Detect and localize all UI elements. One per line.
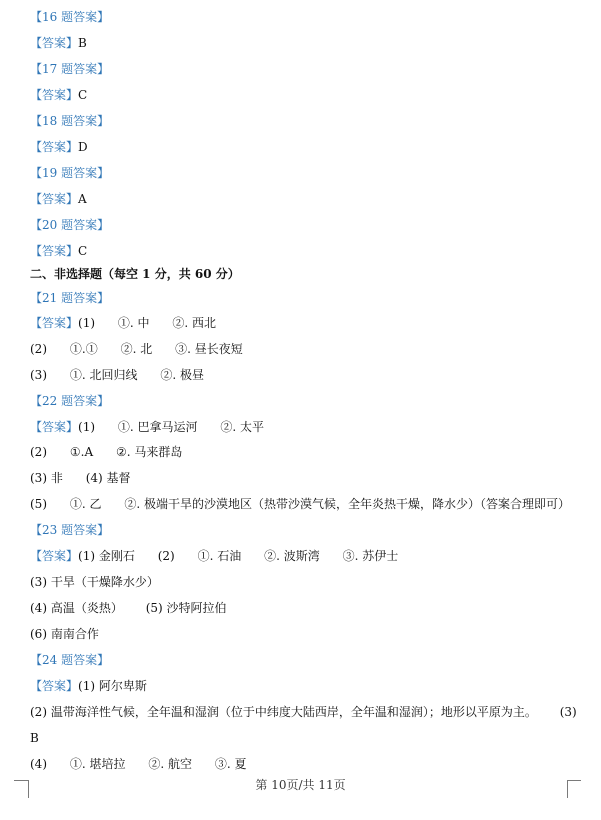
answer-line — [30, 704, 577, 720]
answer-text: (3) ①. 北回归线 ②. 极昼 — [30, 368, 205, 382]
answer-tag: 【答案】 — [30, 420, 79, 434]
answer-tag: 【答案】 — [30, 679, 79, 693]
answer-text: C — [78, 88, 88, 102]
answer-line — [30, 341, 243, 357]
answer-tag: 【24 题答案】 — [30, 653, 110, 667]
answer-line — [30, 574, 159, 590]
answer-line — [30, 756, 247, 772]
answer-tag: 【答案】 — [30, 140, 79, 154]
question-answer-heading — [30, 393, 109, 409]
answer-tag: 【17 题答案】 — [30, 62, 110, 76]
answer-line — [30, 419, 264, 435]
answer-tag: 【19 题答案】 — [30, 166, 110, 180]
question-answer-heading — [30, 9, 109, 25]
answer-text: (2) 温带海洋性气候，全年温和湿润（位于中纬度大陆西岸，全年温和湿润）；地形以平原为主。 (3) — [30, 705, 577, 719]
answer-line — [30, 367, 204, 383]
answer-text: (1) 金刚石 (2) ①. 石油 ②. 波斯湾 ③. 苏伊士 — [78, 549, 399, 563]
answer-text: (3) 非 (4) 基督 — [30, 471, 131, 485]
question-answer-heading — [30, 652, 109, 668]
answer-line — [30, 266, 240, 282]
answer-tag: 【16 题答案】 — [30, 10, 110, 24]
answer-text: C — [78, 244, 88, 258]
page-number-footer: 第 10页/共 11页 — [255, 778, 346, 792]
answer-text: (1) ①. 中 ②. 西北 — [78, 316, 217, 330]
answer-text: B — [78, 36, 87, 50]
answer-text: (1) ①. 巴拿马运河 ②. 太平 — [78, 420, 265, 434]
answer-tag: 【答案】 — [30, 36, 79, 50]
question-answer-heading — [30, 290, 109, 306]
answer-line — [30, 678, 147, 694]
question-answer-heading — [30, 113, 109, 129]
answer-tag: 【答案】 — [30, 316, 79, 330]
answer-text: A — [78, 192, 87, 206]
question-answer-heading — [30, 61, 109, 77]
answer-text: (1) 阿尔卑斯 — [78, 679, 147, 693]
answer-text: (5) ①. 乙 ②. 极端干旱的沙漠地区（热带沙漠气候，全年炎热干燥，降水少）（答案合理即可） — [30, 497, 571, 511]
answer-text: B — [30, 731, 39, 745]
answer-tag: 【23 题答案】 — [30, 523, 110, 537]
answer-text: 二、非选择题（每空 1 分，共 60 分） — [30, 267, 240, 281]
answer-line — [30, 548, 398, 564]
answer-tag: 【18 题答案】 — [30, 114, 110, 128]
answer-text: (4) 高温（炎热） (5) 沙特阿拉伯 — [30, 601, 227, 615]
question-answer-heading — [30, 217, 109, 233]
answer-line — [30, 470, 131, 486]
answer-line — [30, 191, 87, 207]
answer-text: (3) 干旱（干燥降水少） — [30, 575, 159, 589]
answer-tag: 【21 题答案】 — [30, 291, 110, 305]
answer-tag: 【20 题答案】 — [30, 218, 110, 232]
answer-text: (2) ①.A ②. 马来群岛 — [30, 445, 183, 459]
answer-line — [30, 315, 216, 331]
answer-text: (4) ①. 堪培拉 ②. 航空 ③. 夏 — [30, 757, 247, 771]
answer-text: D — [78, 140, 88, 154]
answer-text: (2) ①.① ②. 北 ③. 昼长夜短 — [30, 342, 243, 356]
answer-tag: 【答案】 — [30, 244, 79, 258]
answer-line — [30, 496, 570, 512]
answer-tag: 【答案】 — [30, 192, 79, 206]
answer-text: (6) 南南合作 — [30, 627, 99, 641]
answer-tag: 【22 题答案】 — [30, 394, 110, 408]
answer-line — [30, 444, 182, 460]
question-answer-heading — [30, 165, 109, 181]
answer-line — [30, 730, 39, 746]
answer-line — [30, 626, 99, 642]
question-answer-heading — [30, 522, 109, 538]
answer-line — [30, 35, 87, 51]
answer-tag: 【答案】 — [30, 549, 79, 563]
answer-line — [30, 139, 88, 155]
answer-line — [30, 243, 87, 259]
answer-line — [30, 87, 87, 103]
answer-line — [30, 600, 227, 616]
answer-tag: 【答案】 — [30, 88, 79, 102]
